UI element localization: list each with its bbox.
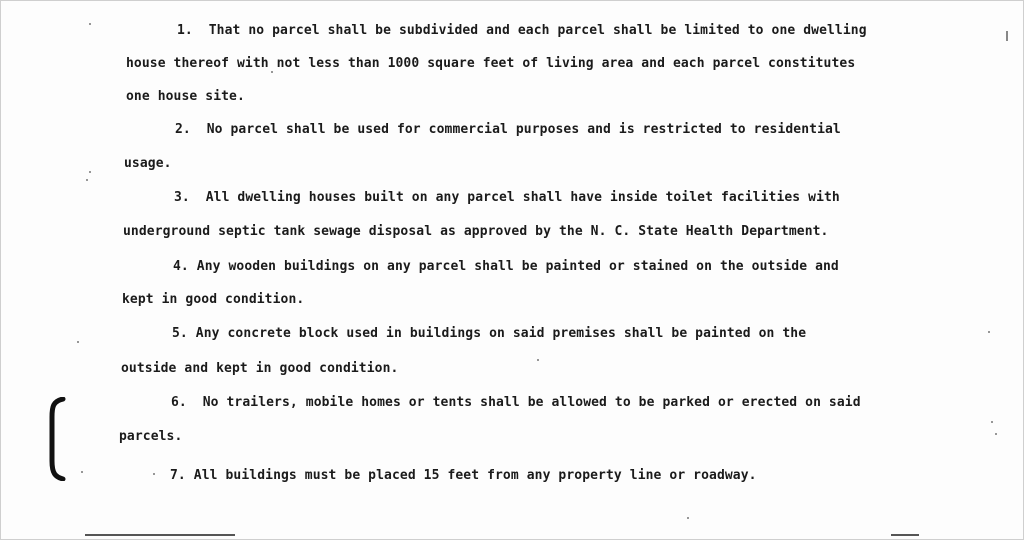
scan-speck [86,179,88,181]
item-text: Any wooden buildings on any parcel shall be painted or stained on the outside and [196,259,839,274]
item-number: 1. [177,23,193,38]
item-text: That no parcel shall be subdivided and each parcel shall be limited to one dwelling [208,23,867,38]
item-text: All buildings must be placed 15 feet from any property line or roadway. [193,468,757,483]
scan-speck [89,171,91,173]
item-number: 6. [171,395,187,410]
restriction-item-5-line-2: outside and kept in good condition. [121,361,399,376]
restriction-item-7-first-line [170,468,757,484]
restriction-item-2-first-line [175,122,841,138]
restriction-item-6-first-line [171,395,861,411]
right-edge-mark [1006,31,1008,41]
restriction-item-4-line-2: kept in good condition. [122,292,305,307]
item-number: 4. [173,259,189,274]
scan-speck [271,71,273,73]
scan-speck [995,433,997,435]
restriction-item-5-first-line [172,326,806,342]
restriction-item-3-line-2: underground septic tank sewage disposal as approved by the N. C. State Health Department. [123,224,829,239]
scan-speck [153,473,155,475]
restriction-item-1-line-2: house thereof with not less than 1000 square feet of living area and each parcel constitutes [126,56,856,71]
scan-speck [537,359,539,361]
item-number: 3. [174,190,190,205]
item-number: 7. [170,468,186,483]
item-number: 2. [175,122,191,137]
restriction-item-1-line-3: one house site. [126,89,245,104]
bottom-left-rule-mark [85,534,235,536]
restriction-item-1-first-line [177,23,867,39]
scan-speck [89,23,91,25]
restriction-item-3-first-line [174,190,840,206]
scan-speck [81,471,83,473]
restriction-item-6-line-2: parcels. [119,429,183,444]
restriction-item-4-first-line [173,259,839,275]
scan-speck [77,341,79,343]
binding-bracket-mark [49,397,67,481]
item-text: All dwelling houses built on any parcel shall have inside toilet facilities with [205,190,840,205]
scan-speck [991,421,993,423]
scan-speck [988,331,990,333]
restriction-item-2-line-2: usage. [124,156,172,171]
item-number: 5. [172,326,188,341]
item-text: Any concrete block used in buildings on said premises shall be painted on the [195,326,807,341]
scan-speck [687,517,689,519]
bottom-right-rule-mark [891,534,919,536]
item-text: No trailers, mobile homes or tents shall be allowed to be parked or erected on said [202,395,861,410]
item-text: No parcel shall be used for commercial purposes and is restricted to residential [206,122,841,137]
